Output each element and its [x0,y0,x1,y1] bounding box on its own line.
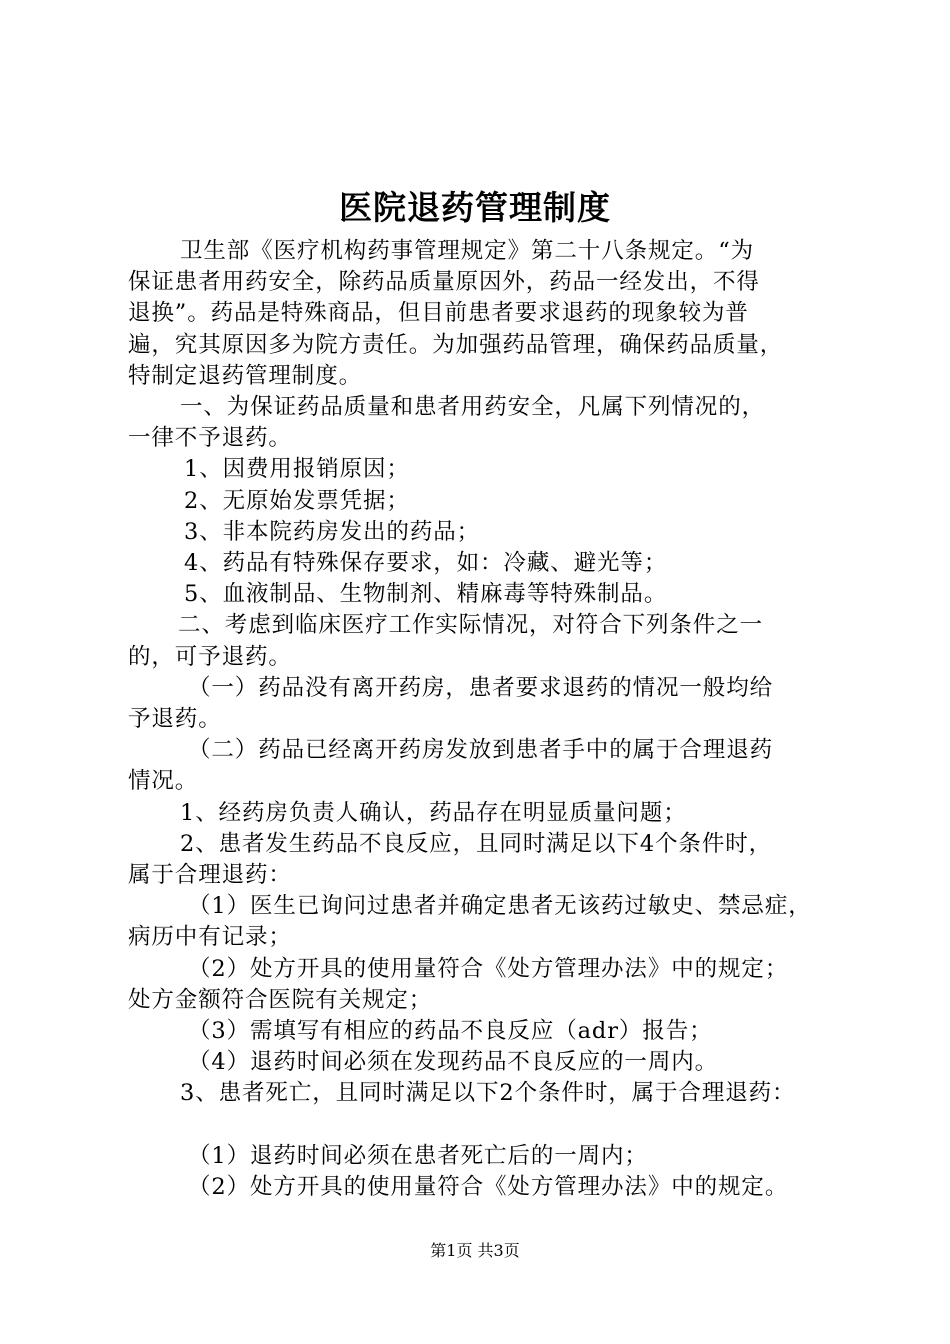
paragraph-line: （一）药品没有离开药房，患者要求退药的情况一般均给 [188,674,774,701]
list-item: 2、无原始发票凭据； [184,487,410,514]
list-item: （4）退药时间必须在发现药品不良反应的一周内。 [188,1049,719,1076]
paragraph-line: 遍，究其原因多为院方责任。为加强药品管理，确保药品质量， [128,331,784,358]
list-item: （2）处方开具的使用量符合《处方管理办法》中的规定。 [188,1173,789,1200]
paragraph-line: 予退药。 [128,706,222,733]
document-body [128,236,840,1203]
paragraph-line: 退换”。药品是特殊商品，但目前患者要求退药的现象较为普 [128,300,749,327]
list-item: （1）退药时间必须在患者死亡后的一周内； [188,1142,648,1169]
paragraph-line: 处方金额符合医院有关规定； [128,986,433,1013]
paragraph-line: 保证患者用药安全，除药品质量原因外，药品一经发出，不得 [128,269,760,296]
paragraph-line: 二、考虑到临床医疗工作实际情况，对符合下列条件之一 [178,612,764,639]
list-item: 5、血液制品、生物制剂、精麻毒等特殊制品。 [184,581,668,608]
list-item: （2）处方开具的使用量符合《处方管理办法》中的规定； [188,955,789,982]
list-item: 3、非本院药房发出的药品； [184,518,481,545]
paragraph-line: 病历中有记录； [128,924,292,951]
paragraph-line: 卫生部《医疗机构药事管理规定》第二十八条规定。“为 [180,238,755,264]
list-item: 1、经药房负责人确认，药品存在明显质量问题； [180,799,687,826]
paragraph-line: 情况。 [128,768,199,795]
list-item: 3、患者死亡，且同时满足以下2个条件时，属于合理退药： [180,1080,796,1107]
list-item: （3）需填写有相应的药品不良反应（adr）报告； [188,1018,713,1045]
list-item: （1）医生已询问过患者并确定患者无该药过敏史、禁忌症， [188,893,812,920]
paragraph-line: 属于合理退药： [128,862,292,889]
paragraph-line: 一律不予退药。 [128,425,292,452]
paragraph-line: 特制定退药管理制度。 [128,362,363,389]
paragraph-line: 的，可予退药。 [128,643,292,670]
page-footer: 第1页 共3页 [430,1241,520,1260]
document-title: 医院退药管理制度 [339,188,611,227]
list-item: 2、患者发生药品不良反应，且同时满足以下4个条件时， [180,830,773,857]
paragraph-line: （二）药品已经离开药房发放到患者手中的属于合理退药 [188,737,774,764]
blank-line [128,1110,840,1141]
list-item: 4、药品有特殊保存要求，如：冷藏、避光等； [184,550,668,577]
list-item: 1、因费用报销原因； [184,456,410,483]
paragraph-line: 一、为保证药品质量和患者用药安全，凡属下列情况的， [180,394,766,421]
